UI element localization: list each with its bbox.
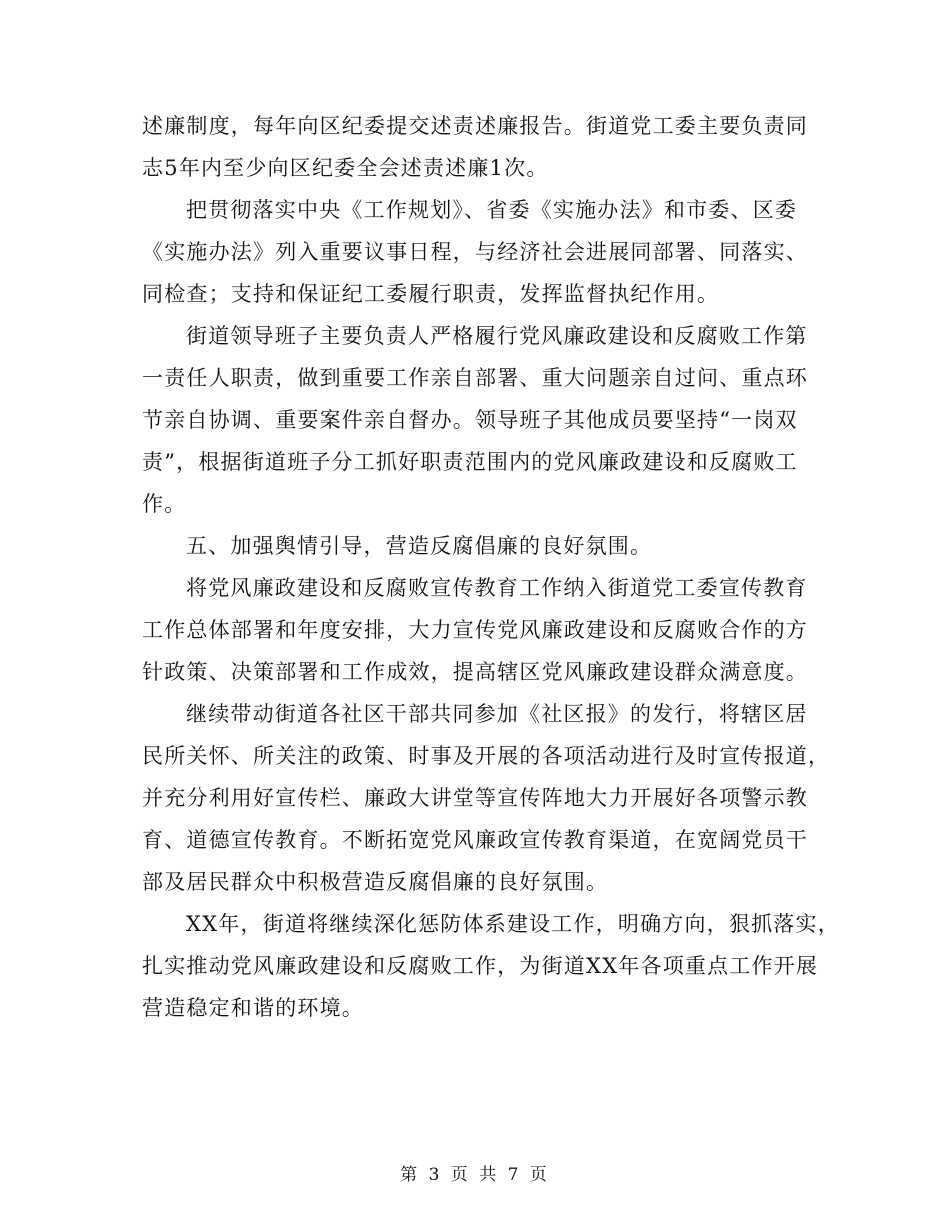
text-line: 一责任人职责，做到重要工作亲自部署、重大问题亲自过问、重点环 (142, 366, 808, 390)
text-line: 扎实推动党风廉政建设和反腐败工作，为街道XX年各项重点工作开展 (142, 954, 819, 978)
text-line: 针政策、决策部署和工作成效，提高辖区党风廉政建设群众满意度。 (142, 660, 808, 684)
paragraph-start-line: 把贯彻落实中央《工作规划》、省委《实施办法》和市委、区委 (186, 198, 798, 222)
paragraph-start-line: 将党风廉政建设和反腐败宣传教育工作纳入街道党工委宣传教育 (186, 576, 808, 600)
text-line: 育、道德宣传教育。不断拓宽党风廉政宣传教育渠道，在宽阔党员干 (142, 828, 808, 852)
paragraph-start-line: XX年，街道将继续深化惩防体系建设工作，明确方向，狠抓落实， (186, 912, 840, 936)
text-line: 述廉制度，每年向区纪委提交述责述廉报告。街道党工委主要负责同 (142, 114, 808, 138)
text-line: 节亲自协调、重要案件亲自督办。领导班子其他成员要坚持“一岗双 (142, 408, 798, 432)
text-line: 作。 (142, 492, 187, 516)
text-line: 同检查；支持和保证纪工委履行职责，发挥监督执纪作用。 (142, 282, 720, 306)
text-line: 营造稳定和谐的环境。 (142, 996, 364, 1020)
text-line: 《实施办法》列入重要议事日程，与经济社会进展同部署、同落实、 (142, 240, 808, 264)
text-line: 并充分利用好宣传栏、廉政大讲堂等宣传阵地大力开展好各项警示教 (142, 786, 808, 810)
text-line: 民所关怀、所关注的政策、时事及开展的各项活动进行及时宣传报道， (142, 744, 831, 768)
text-line: 责”，根据街道班子分工抓好职责范围内的党风廉政建设和反腐败工 (142, 450, 798, 474)
text-line: 部及居民群众中积极营造反腐倡廉的良好氛围。 (142, 870, 609, 894)
paragraph-start-line: 街道领导班子主要负责人严格履行党风廉政建设和反腐败工作第 (186, 324, 808, 348)
text-line: 志5年内至少向区纪委全会述责述廉1次。 (142, 156, 549, 180)
page-number: 第 3 页 共 7 页 (400, 1165, 550, 1185)
text-line: 工作总体部署和年度安排，大力宣传党风廉政建设和反腐败合作的方 (142, 618, 808, 642)
section-heading: 五、加强舆情引导，营造反腐倡廉的良好氛围。 (186, 534, 653, 558)
paragraph-start-line: 继续带动街道各社区干部共同参加《社区报》的发行，将辖区居 (186, 702, 808, 726)
document-body (142, 105, 840, 1029)
